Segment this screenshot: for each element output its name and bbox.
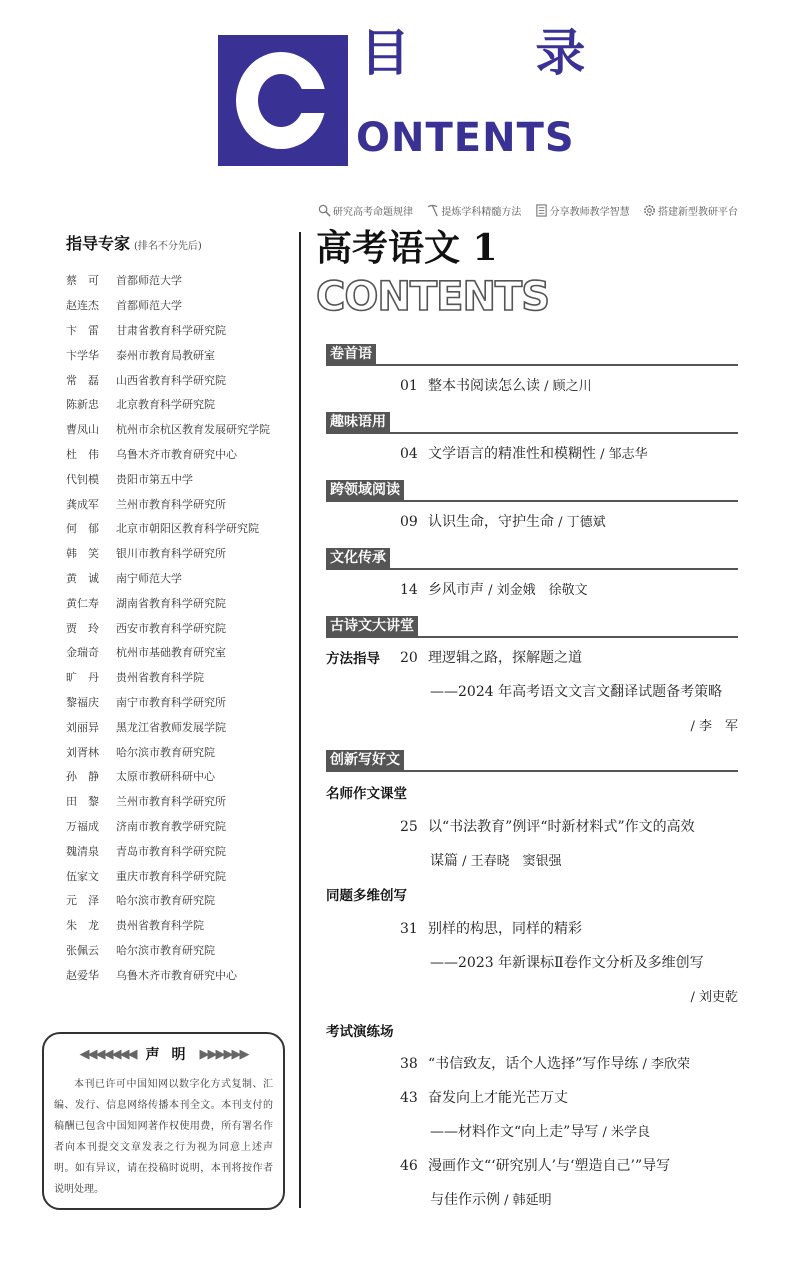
advisor-row: [66, 442, 291, 467]
gear-icon: [643, 204, 656, 217]
article-subtitle: ——2023 年新课标Ⅱ卷作文分析及多维创写: [430, 955, 704, 971]
toc-entry[interactable]: [400, 375, 740, 395]
magazine-title: 高考语文 1: [316, 227, 498, 269]
page-number: 09: [400, 514, 418, 530]
advisor-org: 山西省教育科学研究院: [116, 373, 226, 387]
advisor-org: 北京市朝阳区教育科学研究院: [116, 522, 259, 536]
article-author: / 韩延明: [500, 1193, 552, 1208]
advisor-name: 曹凤山: [66, 423, 99, 437]
article-title-line2: 与佳作示例: [430, 1192, 500, 1208]
section-header: [326, 480, 738, 502]
section-tag: 跨领域阅读: [326, 480, 404, 500]
article-title: 理逻辑之路，探解题之道: [428, 650, 582, 666]
advisors-title: 指导专家: [66, 234, 131, 253]
advisor-row: [66, 913, 291, 938]
slogan-text: 研究高考命题规律: [333, 207, 413, 218]
page-number: 14: [400, 582, 418, 598]
advisor-row: [66, 268, 291, 293]
advisor-row: [66, 491, 291, 516]
toc-entry[interactable]: [400, 579, 740, 599]
advisor-row: [66, 541, 291, 566]
slogan-text: 分享教师教学智慧: [549, 207, 630, 218]
advisor-row: [66, 665, 291, 690]
advisor-name: 张佩云: [66, 943, 99, 957]
pickaxe-icon: [426, 204, 439, 217]
page-number: 20: [400, 650, 418, 666]
article-title: 漫画作文“‘研究别人’与‘塑造自己’”导写: [428, 1158, 671, 1174]
advisor-row: [66, 318, 291, 343]
advisor-org: 湖南省教育科学研究院: [116, 596, 226, 610]
article-title: 文学语言的精准性和模糊性: [428, 446, 596, 462]
slogan-item: [426, 203, 521, 218]
column-heading: 考试演练场: [326, 1024, 394, 1040]
page-number: 43: [400, 1090, 418, 1106]
advisor-row: [66, 392, 291, 417]
article-author: / 李欣荣: [638, 1057, 690, 1072]
advisor-list: [66, 268, 291, 987]
page-number: 46: [400, 1158, 418, 1174]
section-header: [326, 616, 738, 638]
document-icon: [535, 204, 548, 217]
advisor-name: 常 磊: [66, 373, 99, 387]
column-heading: 名师作文课堂: [326, 786, 407, 802]
advisor-row: [66, 814, 291, 839]
toc-entry[interactable]: [400, 1053, 740, 1073]
section-header: [326, 412, 738, 434]
article-title: 乡风市声: [428, 582, 484, 598]
page-number: 01: [400, 378, 418, 394]
section-tag: 创新写好文: [326, 750, 404, 770]
toc-entry[interactable]: [400, 918, 740, 938]
copyright-notice: [42, 1032, 285, 1210]
advisor-org: 贵州省教育科学院: [116, 919, 204, 933]
advisor-org: 北京教育科学研究院: [116, 398, 215, 412]
advisor-org: 甘肃省教育科学研究院: [116, 323, 226, 337]
advisor-name: 贾 玲: [66, 621, 99, 635]
advisor-row: [66, 764, 291, 789]
advisor-row: [66, 640, 291, 665]
advisor-row: [66, 714, 291, 739]
toc-entry[interactable]: [400, 816, 740, 836]
slogan-text: 提炼学科精髓方法: [441, 207, 522, 218]
article-author: / 刘金娥 徐敬文: [484, 583, 588, 598]
advisor-row: [66, 690, 291, 715]
toc-entry[interactable]: [400, 1155, 740, 1175]
section-tag: 趣味语用: [326, 412, 390, 432]
advisor-name: 旷 丹: [66, 671, 99, 685]
page-title: 目 录: [360, 24, 640, 82]
article-title: 整本书阅读怎么读: [428, 378, 540, 394]
contents-logo-c: [218, 35, 348, 166]
advisor-name: 田 黎: [66, 795, 99, 809]
slogan-item: [318, 203, 413, 218]
advisors-note: (排名不分先后): [134, 241, 202, 252]
advisor-row: [66, 342, 291, 367]
section-tag: 卷首语: [326, 344, 376, 364]
advisor-name: 代钊模: [66, 472, 99, 486]
advisor-org: 重庆市教育科学研究院: [116, 869, 226, 883]
advisor-row: [66, 838, 291, 863]
advisor-org: 济南市教育教学研究院: [116, 819, 226, 833]
section-header: [326, 548, 738, 570]
page-number: 04: [400, 446, 418, 462]
advisor-org: 泰州市教育局教研室: [116, 348, 215, 362]
advisor-row: [66, 516, 291, 541]
advisor-org: 西安市教育科学研究院: [116, 621, 226, 635]
article-subtitle: ——2024 年高考语文文言文翻译试题备考策略: [430, 684, 723, 700]
advisor-name: 蔡 可: [66, 274, 99, 288]
slogan-bar: [318, 203, 738, 218]
advisor-row: [66, 566, 291, 591]
advisor-name: 刘丽异: [66, 720, 99, 734]
advisor-row: [66, 367, 291, 392]
toc-entry[interactable]: [400, 443, 740, 463]
column-heading: 同题多维创写: [326, 888, 407, 904]
advisor-name: 元 泽: [66, 894, 99, 908]
advisor-name: 万福成: [66, 819, 99, 833]
page-subtitle: ONTENTS: [356, 115, 575, 161]
arrow-left-icon: ◀◀◀◀◀◀◀: [79, 1046, 136, 1062]
advisor-name: 伍家文: [66, 869, 99, 883]
advisor-org: 兰州市教育科学研究所: [116, 497, 226, 511]
advisor-org: 哈尔滨市教育研究院: [116, 894, 215, 908]
advisor-name: 朱 龙: [66, 919, 99, 933]
advisor-row: [66, 962, 291, 987]
section-header: [326, 750, 738, 772]
advisor-name: 刘胥林: [66, 745, 99, 759]
advisor-org: 南宁师范大学: [116, 571, 182, 585]
advisor-row: [66, 938, 291, 963]
article-subtitle-text: ——材料作文“向上走”导写: [430, 1124, 599, 1140]
article-title-line2: 谋篇: [430, 853, 458, 869]
advisor-org: 首都师范大学: [116, 299, 182, 313]
article-author: / 李 军: [690, 719, 738, 734]
slogan-text: 搭建新型教研平台: [657, 207, 738, 218]
article-title: 别样的构思，同样的精彩: [428, 921, 582, 937]
page-number: 31: [400, 921, 418, 937]
article-title-cont: [430, 1189, 552, 1209]
advisor-org: 乌鲁木齐市教育研究中心: [116, 447, 237, 461]
page-number: 38: [400, 1056, 418, 1072]
toc-entry[interactable]: [400, 647, 740, 667]
advisor-row: [66, 417, 291, 442]
magnifier-icon: [318, 204, 331, 217]
article-subtitle: [430, 1121, 650, 1141]
advisor-name: 赵爱华: [66, 968, 99, 982]
advisor-org: 杭州市余杭区教育发展研究学院: [116, 423, 270, 437]
advisor-org: 太原市教研科研中心: [116, 770, 215, 784]
slogan-item: [535, 203, 630, 218]
article-author: / 刘吏乾: [690, 990, 738, 1005]
notice-body: 本刊已许可中国知网以数字化方式复制、汇编、发行、信息网络传播本刊全文。本刊支付的稿酬已包含中国知网著作权使用费，所有署名作者向本刊提交文章发表之行为视为同意上述声明。如有异议，请在投稿时说明，本刊将按作者说明处理。: [54, 1079, 273, 1195]
toc-entry[interactable]: [400, 511, 740, 531]
advisor-org: 贵州省教育科学院: [116, 671, 204, 685]
column-heading: 方法指导: [326, 651, 380, 667]
slogan-item: [643, 203, 738, 218]
advisor-name: 黄仁寿: [66, 596, 99, 610]
advisor-org: 哈尔滨市教育研究院: [116, 943, 215, 957]
article-title: 以“书法教育”例评“时新材料式”作文的高效: [428, 819, 695, 835]
advisor-org: 首都师范大学: [116, 274, 182, 288]
article-author: / 顾之川: [540, 379, 592, 394]
advisor-name: 龚成军: [66, 497, 99, 511]
advisor-row: [66, 789, 291, 814]
section-tag: 古诗文大讲堂: [326, 616, 418, 636]
advisor-org: 南宁市教育科学研究所: [116, 695, 226, 709]
article-author: / 米学良: [598, 1125, 650, 1140]
advisor-row: [66, 863, 291, 888]
column-divider: [299, 232, 301, 1208]
advisor-org: 贵阳市第五中学: [116, 472, 193, 486]
article-author: / 邹志华: [596, 447, 648, 462]
advisor-row: [66, 888, 291, 913]
advisor-name: 魏清泉: [66, 844, 99, 858]
advisor-org: 哈尔滨市教育研究院: [116, 745, 215, 759]
section-tag: 文化传承: [326, 548, 390, 568]
advisor-name: 黄 诚: [66, 571, 99, 585]
advisor-org: 黑龙江省教师发展学院: [116, 720, 226, 734]
advisor-name: 卞学华: [66, 348, 99, 362]
article-author: / 王春晓 窦银强: [458, 854, 562, 869]
advisor-org: 银川市教育科学研究所: [116, 547, 226, 561]
article-title: 奋发向上才能光芒万丈: [428, 1090, 568, 1106]
advisor-name: 孙 静: [66, 770, 99, 784]
article-title: “书信致友，话个人选择”写作导练: [428, 1056, 639, 1072]
advisor-row: [66, 466, 291, 491]
advisor-row: [66, 615, 291, 640]
advisor-name: 韩 笑: [66, 547, 99, 561]
advisor-name: 赵连杰: [66, 299, 99, 313]
page-number: 25: [400, 819, 418, 835]
advisor-name: 黎福庆: [66, 695, 99, 709]
notice-title: 声明: [145, 1047, 198, 1063]
advisors-heading: [66, 231, 202, 254]
advisor-name: 陈新忠: [66, 398, 99, 412]
advisor-org: 乌鲁木齐市教育研究中心: [116, 968, 237, 982]
toc-entry[interactable]: [400, 1087, 740, 1107]
advisor-org: 兰州市教育科学研究所: [116, 795, 226, 809]
advisor-row: [66, 590, 291, 615]
advisor-name: 何 郁: [66, 522, 99, 536]
section-header: [326, 344, 738, 366]
article-author: / 丁德斌: [554, 515, 606, 530]
advisor-row: [66, 739, 291, 764]
advisor-name: 杜 伟: [66, 447, 99, 461]
advisor-org: 杭州市基础教育研究室: [116, 646, 226, 660]
advisor-name: 卞 雷: [66, 323, 99, 337]
article-title: 认识生命，守护生命: [428, 514, 554, 530]
article-title-cont: [430, 850, 562, 870]
advisor-name: 金瑞奇: [66, 646, 99, 660]
arrow-right-icon: ▶▶▶▶▶▶: [199, 1046, 248, 1062]
magazine-subtitle: CONTENTS: [316, 274, 550, 320]
advisor-row: [66, 293, 291, 318]
notice-header: [44, 1044, 283, 1064]
advisor-org: 青岛市教育科学研究院: [116, 844, 226, 858]
